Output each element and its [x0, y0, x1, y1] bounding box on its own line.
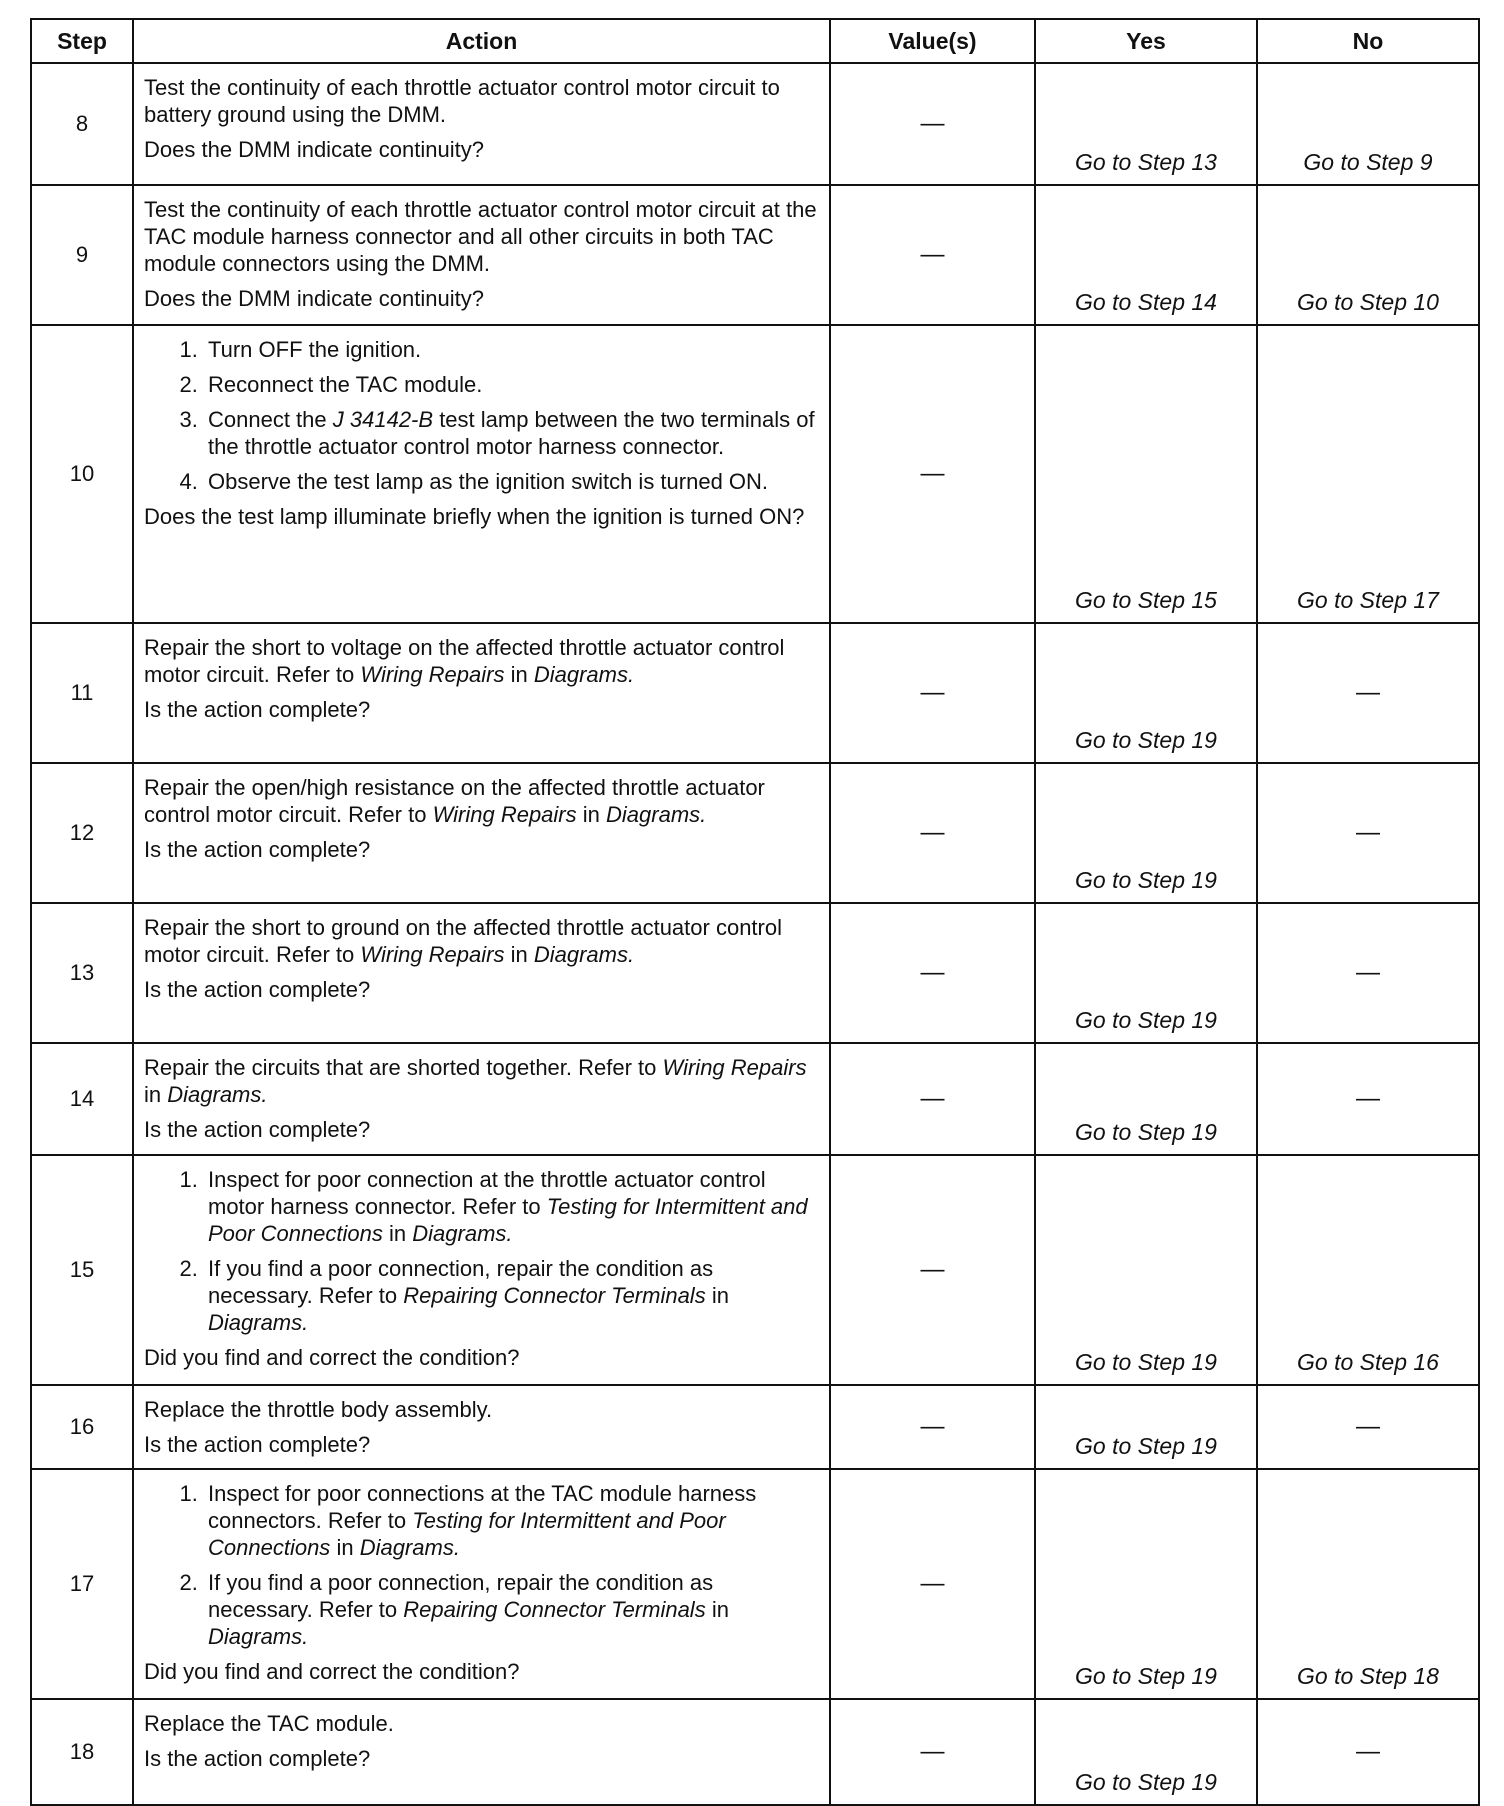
step-number: 17 [31, 1469, 133, 1699]
value-cell: — [830, 903, 1035, 1043]
item-text: Inspect for poor connections at the TAC module harness connectors. Refer to [208, 1481, 757, 1533]
procedure-item: 4. Observe the test lamp as the ignition switch is turned ON. [204, 468, 819, 495]
yes-cell: Go to Step 14 [1035, 185, 1257, 325]
item-prefix: Connect the [208, 407, 327, 432]
yes-cell: Go to Step 19 [1035, 1385, 1257, 1469]
procedure-list [144, 1480, 819, 1658]
action-question: Did you find and correct the condition? [144, 1659, 520, 1684]
in-text: in [582, 802, 600, 827]
reference-testing: Testing for Intermittent and Poor Connections [208, 1194, 808, 1246]
procedure-list [144, 336, 819, 503]
no-cell: Go to Step 9 [1257, 63, 1479, 185]
action-text: Test the continuity of each throttle actuator control motor circuit at the TAC module harness connector and all other circuits in both TAC module connectors using the DMM. [144, 197, 817, 276]
action-question: Is the action complete? [144, 697, 371, 722]
action-text [144, 914, 819, 968]
yes-cell: Go to Step 19 [1035, 1043, 1257, 1155]
reference-diagrams: Diagrams. [606, 802, 707, 827]
header-yes: Yes [1035, 19, 1257, 63]
reference-diagrams: Diagrams. [533, 662, 635, 687]
value-cell: — [830, 63, 1035, 185]
action-question: Is the action complete? [144, 837, 371, 862]
action-text [144, 1054, 819, 1108]
in-text: in [389, 1221, 407, 1246]
procedure-item [204, 1166, 819, 1247]
no-cell: — [1257, 1699, 1479, 1805]
action-question: Is the action complete? [144, 977, 371, 1002]
header-row [31, 19, 1479, 63]
item-text: If you find a poor connection, repair the condition as necessary. Refer to [208, 1256, 714, 1308]
no-cell: — [1257, 763, 1479, 903]
reference-testing: Testing for Intermittent and Poor Connections [208, 1508, 726, 1560]
diagnostic-table-container [30, 18, 1478, 1806]
action-cell [133, 1469, 830, 1699]
table-row [31, 1469, 1479, 1699]
no-cell: — [1257, 623, 1479, 763]
step-number: 10 [31, 325, 133, 623]
step-number: 16 [31, 1385, 133, 1469]
reference-diagrams: Diagrams. [533, 942, 635, 967]
action-text: Replace the TAC module. [144, 1711, 394, 1736]
value-cell: — [830, 1699, 1035, 1805]
table-row [31, 325, 1479, 623]
action-text: Test the continuity of each throttle actuator control motor circuit to battery ground using the DMM. [144, 75, 780, 127]
value-cell: — [830, 185, 1035, 325]
in-text: in [510, 942, 528, 967]
no-cell: — [1257, 1043, 1479, 1155]
action-question: Does the test lamp illuminate briefly when the ignition is turned ON? [144, 504, 805, 529]
no-cell: Go to Step 17 [1257, 325, 1479, 623]
action-cell [133, 1043, 830, 1155]
no-cell: Go to Step 10 [1257, 185, 1479, 325]
step-number: 9 [31, 185, 133, 325]
action-cell [133, 63, 830, 185]
action-text-body: Repair the circuits that are shorted together. Refer to [144, 1055, 657, 1080]
value-cell: — [830, 1385, 1035, 1469]
item-text: test lamp between the two terminals of the throttle actuator control motor harness connector. [208, 407, 815, 459]
yes-cell: Go to Step 19 [1035, 623, 1257, 763]
step-number: 15 [31, 1155, 133, 1385]
yes-cell: Go to Step 19 [1035, 763, 1257, 903]
action-text-body: Repair the open/high resistance on the affected throttle actuator control motor circuit. Refer to [144, 775, 765, 827]
action-text-body: Repair the short to ground on the affected throttle actuator control motor circuit. Refer to [144, 915, 782, 967]
item-text: Inspect for poor connection at the throttle actuator control motor harness connector. Refer to [208, 1167, 766, 1219]
no-cell: Go to Step 16 [1257, 1155, 1479, 1385]
table-row [31, 763, 1479, 903]
action-cell [133, 763, 830, 903]
reference-diagrams: Diagrams. [167, 1082, 268, 1107]
action-cell [133, 325, 830, 623]
value-cell: — [830, 623, 1035, 763]
action-cell [133, 1385, 830, 1469]
yes-cell: Go to Step 19 [1035, 1699, 1257, 1805]
value-cell: — [830, 1469, 1035, 1699]
step-number: 14 [31, 1043, 133, 1155]
value-cell: — [830, 1155, 1035, 1385]
table-row [31, 185, 1479, 325]
table-row [31, 1385, 1479, 1469]
action-cell [133, 1699, 830, 1805]
yes-cell: Go to Step 15 [1035, 325, 1257, 623]
in-text: in [711, 1597, 729, 1622]
yes-cell: Go to Step 19 [1035, 1469, 1257, 1699]
yes-cell: Go to Step 19 [1035, 1155, 1257, 1385]
procedure-item [204, 1569, 819, 1650]
action-question: Did you find and correct the condition? [144, 1345, 520, 1370]
yes-cell: Go to Step 19 [1035, 903, 1257, 1043]
value-cell: — [830, 1043, 1035, 1155]
reference-wiring-repairs: Wiring Repairs [432, 802, 577, 827]
action-question: Does the DMM indicate continuity? [144, 286, 484, 311]
table-row [31, 903, 1479, 1043]
procedure-item [204, 1255, 819, 1336]
procedure-item: 2. Reconnect the TAC module. [204, 371, 819, 398]
in-text: in [711, 1283, 729, 1308]
action-question: Is the action complete? [144, 1746, 371, 1771]
step-number: 11 [31, 623, 133, 763]
action-question: Is the action complete? [144, 1117, 371, 1142]
header-no: No [1257, 19, 1479, 63]
reference-diagrams: Diagrams. [412, 1221, 513, 1246]
procedure-list [144, 1166, 819, 1344]
reference-diagrams: Diagrams. [359, 1535, 460, 1560]
no-cell: Go to Step 18 [1257, 1469, 1479, 1699]
reference-wiring-repairs: Wiring Repairs [360, 662, 505, 687]
step-number: 18 [31, 1699, 133, 1805]
table-row [31, 1699, 1479, 1805]
action-cell [133, 903, 830, 1043]
in-text: in [510, 662, 528, 687]
table-row [31, 1155, 1479, 1385]
action-question: Does the DMM indicate continuity? [144, 137, 484, 162]
tool-reference: J 34142-B [332, 407, 434, 432]
reference-diagrams: Diagrams. [208, 1624, 309, 1649]
reference-wiring-repairs: Wiring Repairs [662, 1055, 807, 1080]
action-cell [133, 623, 830, 763]
header-values: Value(s) [830, 19, 1035, 63]
action-cell [133, 185, 830, 325]
step-number: 13 [31, 903, 133, 1043]
action-question: Is the action complete? [144, 1432, 371, 1457]
reference-wiring-repairs: Wiring Repairs [360, 942, 505, 967]
item-text: If you find a poor connection, repair the condition as necessary. Refer to [208, 1570, 714, 1622]
reference-diagrams: Diagrams. [208, 1310, 309, 1335]
value-cell: — [830, 763, 1035, 903]
in-text: in [144, 1082, 162, 1107]
no-cell: — [1257, 1385, 1479, 1469]
in-text: in [336, 1535, 354, 1560]
table-row [31, 1043, 1479, 1155]
action-text [144, 634, 819, 688]
reference-connector-terminals: Repairing Connector Terminals [403, 1283, 706, 1308]
yes-cell: Go to Step 13 [1035, 63, 1257, 185]
procedure-item [204, 406, 819, 460]
step-number: 12 [31, 763, 133, 903]
action-text [144, 774, 819, 828]
procedure-item: 1. Turn OFF the ignition. [204, 336, 819, 363]
action-text: Replace the throttle body assembly. [144, 1397, 493, 1422]
reference-connector-terminals: Repairing Connector Terminals [403, 1597, 706, 1622]
value-cell: — [830, 325, 1035, 623]
step-number: 8 [31, 63, 133, 185]
header-action: Action [133, 19, 830, 63]
header-step: Step [31, 19, 133, 63]
diagnostic-table [30, 18, 1480, 1806]
action-cell [133, 1155, 830, 1385]
table-row [31, 63, 1479, 185]
table-row [31, 623, 1479, 763]
no-cell: — [1257, 903, 1479, 1043]
procedure-item [204, 1480, 819, 1561]
action-text-body: Repair the short to voltage on the affected throttle actuator control motor circuit. Refer to [144, 635, 785, 687]
